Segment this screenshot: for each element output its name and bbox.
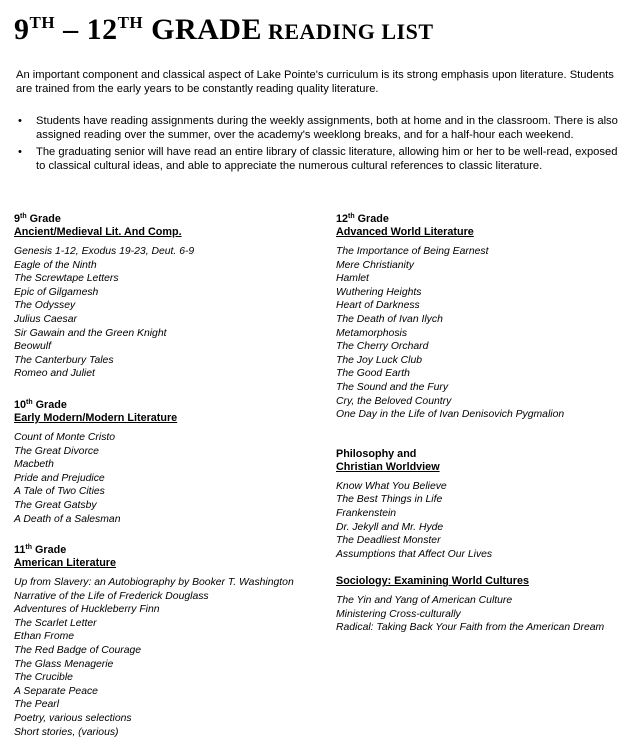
list-item: The Cherry Orchard	[336, 341, 429, 353]
list-item: Heart of Darkness	[336, 300, 420, 312]
list-item: Wuthering Heights	[336, 286, 422, 298]
grade-10-book-list	[14, 431, 314, 526]
grade-11-heading: 11th Grade	[14, 544, 67, 557]
title-grade-end: 12	[86, 13, 118, 46]
left-column	[14, 210, 314, 739]
list-item: Up from Slavery: an Autobiography by Booker T. Washington	[14, 577, 294, 589]
list-item: The Odyssey	[14, 300, 76, 312]
list-item: Narrative of the Life of Frederick Douglass	[14, 590, 209, 602]
list-item: Radical: Taking Back Your Faith from the American Dream	[336, 622, 605, 634]
title-grade-start: 9	[14, 13, 30, 46]
grade-12-course-title: Advanced World Literature	[336, 226, 474, 238]
grade-12-heading: 12th Grade	[336, 213, 389, 225]
sociology-course-title: Sociology: Examining World Cultures	[336, 575, 529, 588]
list-item: A Death of a Salesman	[14, 513, 121, 525]
list-item: The Sound and the Fury	[336, 381, 449, 393]
grade-10-heading: 10th Grade	[14, 398, 67, 411]
list-item: Frankenstein	[336, 507, 397, 519]
list-item: Romeo and Juliet	[14, 368, 95, 380]
list-item: Genesis 1-12, Exodus 19-23, Deut. 6-9	[14, 246, 195, 257]
list-item: The Scarlet Letter	[14, 617, 97, 629]
bullet-item: • Students have reading assignments during the weekly assignments, both at home and in the classroom. There is also assigned reading over the summer, over the academy's weeklong breaks, and for a half-hour each weekend.	[16, 114, 620, 142]
philosophy-book-list	[336, 480, 626, 562]
list-item: Eagle of the Ninth	[14, 259, 97, 271]
bullet-item: • The graduating senior will have read an entire library of classic literature, allowing him or her to be well-read, exposed to classical cultural ideas, and able to appreciate the numerous cultural references to classic literature.	[16, 145, 620, 173]
intro-paragraph: An important component and classical aspect of Lake Pointe's curriculum is its strong emphasis upon literature. Students are trained from the early years to be constantly reading quality literature.	[16, 69, 614, 95]
sociology-book-list	[336, 594, 626, 635]
list-item: Ethan Frome	[14, 631, 75, 643]
list-item: Count of Monte Cristo	[14, 431, 116, 443]
list-item: Adventures of Huckleberry Finn	[14, 604, 160, 616]
list-item: The Crucible	[14, 672, 73, 684]
list-item: Know What You Believe	[336, 480, 447, 492]
grade-11-book-list	[14, 576, 314, 739]
list-item: The Canterbury Tales	[14, 354, 114, 366]
grade-10-course-title: Early Modern/Modern Literature	[14, 411, 178, 424]
list-item: Pride and Prejudice	[14, 472, 105, 484]
grade-9-heading: 9th Grade	[14, 213, 61, 225]
list-item: The Great Divorce	[14, 445, 99, 457]
list-item: Dr. Jekyll and Mr. Hyde	[336, 521, 444, 533]
list-item: Assumptions that Affect Our Lives	[336, 548, 493, 560]
grade-12-section	[336, 210, 626, 422]
title-grade-start-suffix: TH	[29, 13, 56, 32]
grade-9-section	[14, 210, 314, 381]
list-item: Julius Caesar	[14, 313, 77, 325]
list-item: The Great Gatsby	[14, 499, 97, 511]
list-item: Beowulf	[14, 341, 51, 353]
list-item: The Deadliest Monster	[336, 535, 441, 547]
grade-12-book-list	[336, 245, 626, 422]
page-title	[14, 6, 434, 49]
grade-9-course-title: Ancient/Medieval Lit. And Comp.	[14, 226, 182, 238]
title-grade-word: GRADE	[143, 13, 262, 46]
list-item: Ministering Cross-culturally	[336, 608, 461, 620]
grade-9-book-list	[14, 245, 314, 381]
title-dash: –	[55, 13, 87, 46]
list-item: Mere Christianity	[336, 259, 414, 271]
bullet-list	[16, 114, 620, 176]
philosophy-heading-line1: Philosophy and	[336, 447, 417, 460]
list-item: Short stories, (various)	[14, 726, 119, 738]
list-item: Sir Gawain and the Green Knight	[14, 327, 167, 339]
philosophy-heading-line2: Christian Worldview	[336, 460, 440, 473]
grade-10-section	[14, 396, 314, 526]
list-item: A Tale of Two Cities	[14, 486, 105, 498]
list-item: One Day in the Life of Ivan Denisovich Pygmalion	[336, 409, 565, 421]
list-item: A Separate Peace	[14, 685, 98, 697]
list-item: The Death of Ivan Ilych	[336, 313, 443, 325]
list-item: The Joy Luck Club	[336, 354, 423, 366]
list-item: Metamorphosis	[336, 327, 408, 339]
list-item: The Glass Menagerie	[14, 658, 114, 670]
list-item: The Pearl	[14, 699, 60, 711]
list-item: The Yin and Yang of American Culture	[336, 595, 513, 607]
grade-11-course-title: American Literature	[14, 557, 117, 570]
title-reading-list: READING LIST	[261, 19, 434, 44]
list-item: Epic of Gilgamesh	[14, 286, 99, 298]
list-item: Cry, the Beloved Country	[336, 395, 452, 407]
title-grade-end-suffix: TH	[117, 13, 144, 32]
list-item: The Red Badge of Courage	[14, 645, 142, 657]
sociology-section	[336, 575, 626, 635]
list-item: Poetry, various selections	[14, 713, 132, 725]
list-item: The Importance of Being Earnest	[336, 246, 489, 257]
list-item: The Best Things in Life	[336, 494, 443, 506]
grade-11-section	[14, 541, 314, 739]
list-item: The Screwtape Letters	[14, 273, 119, 285]
list-item: Macbeth	[14, 459, 54, 471]
list-item: The Good Earth	[336, 368, 410, 380]
right-column	[336, 210, 626, 635]
philosophy-section	[336, 448, 626, 562]
list-item: Hamlet	[336, 273, 369, 285]
